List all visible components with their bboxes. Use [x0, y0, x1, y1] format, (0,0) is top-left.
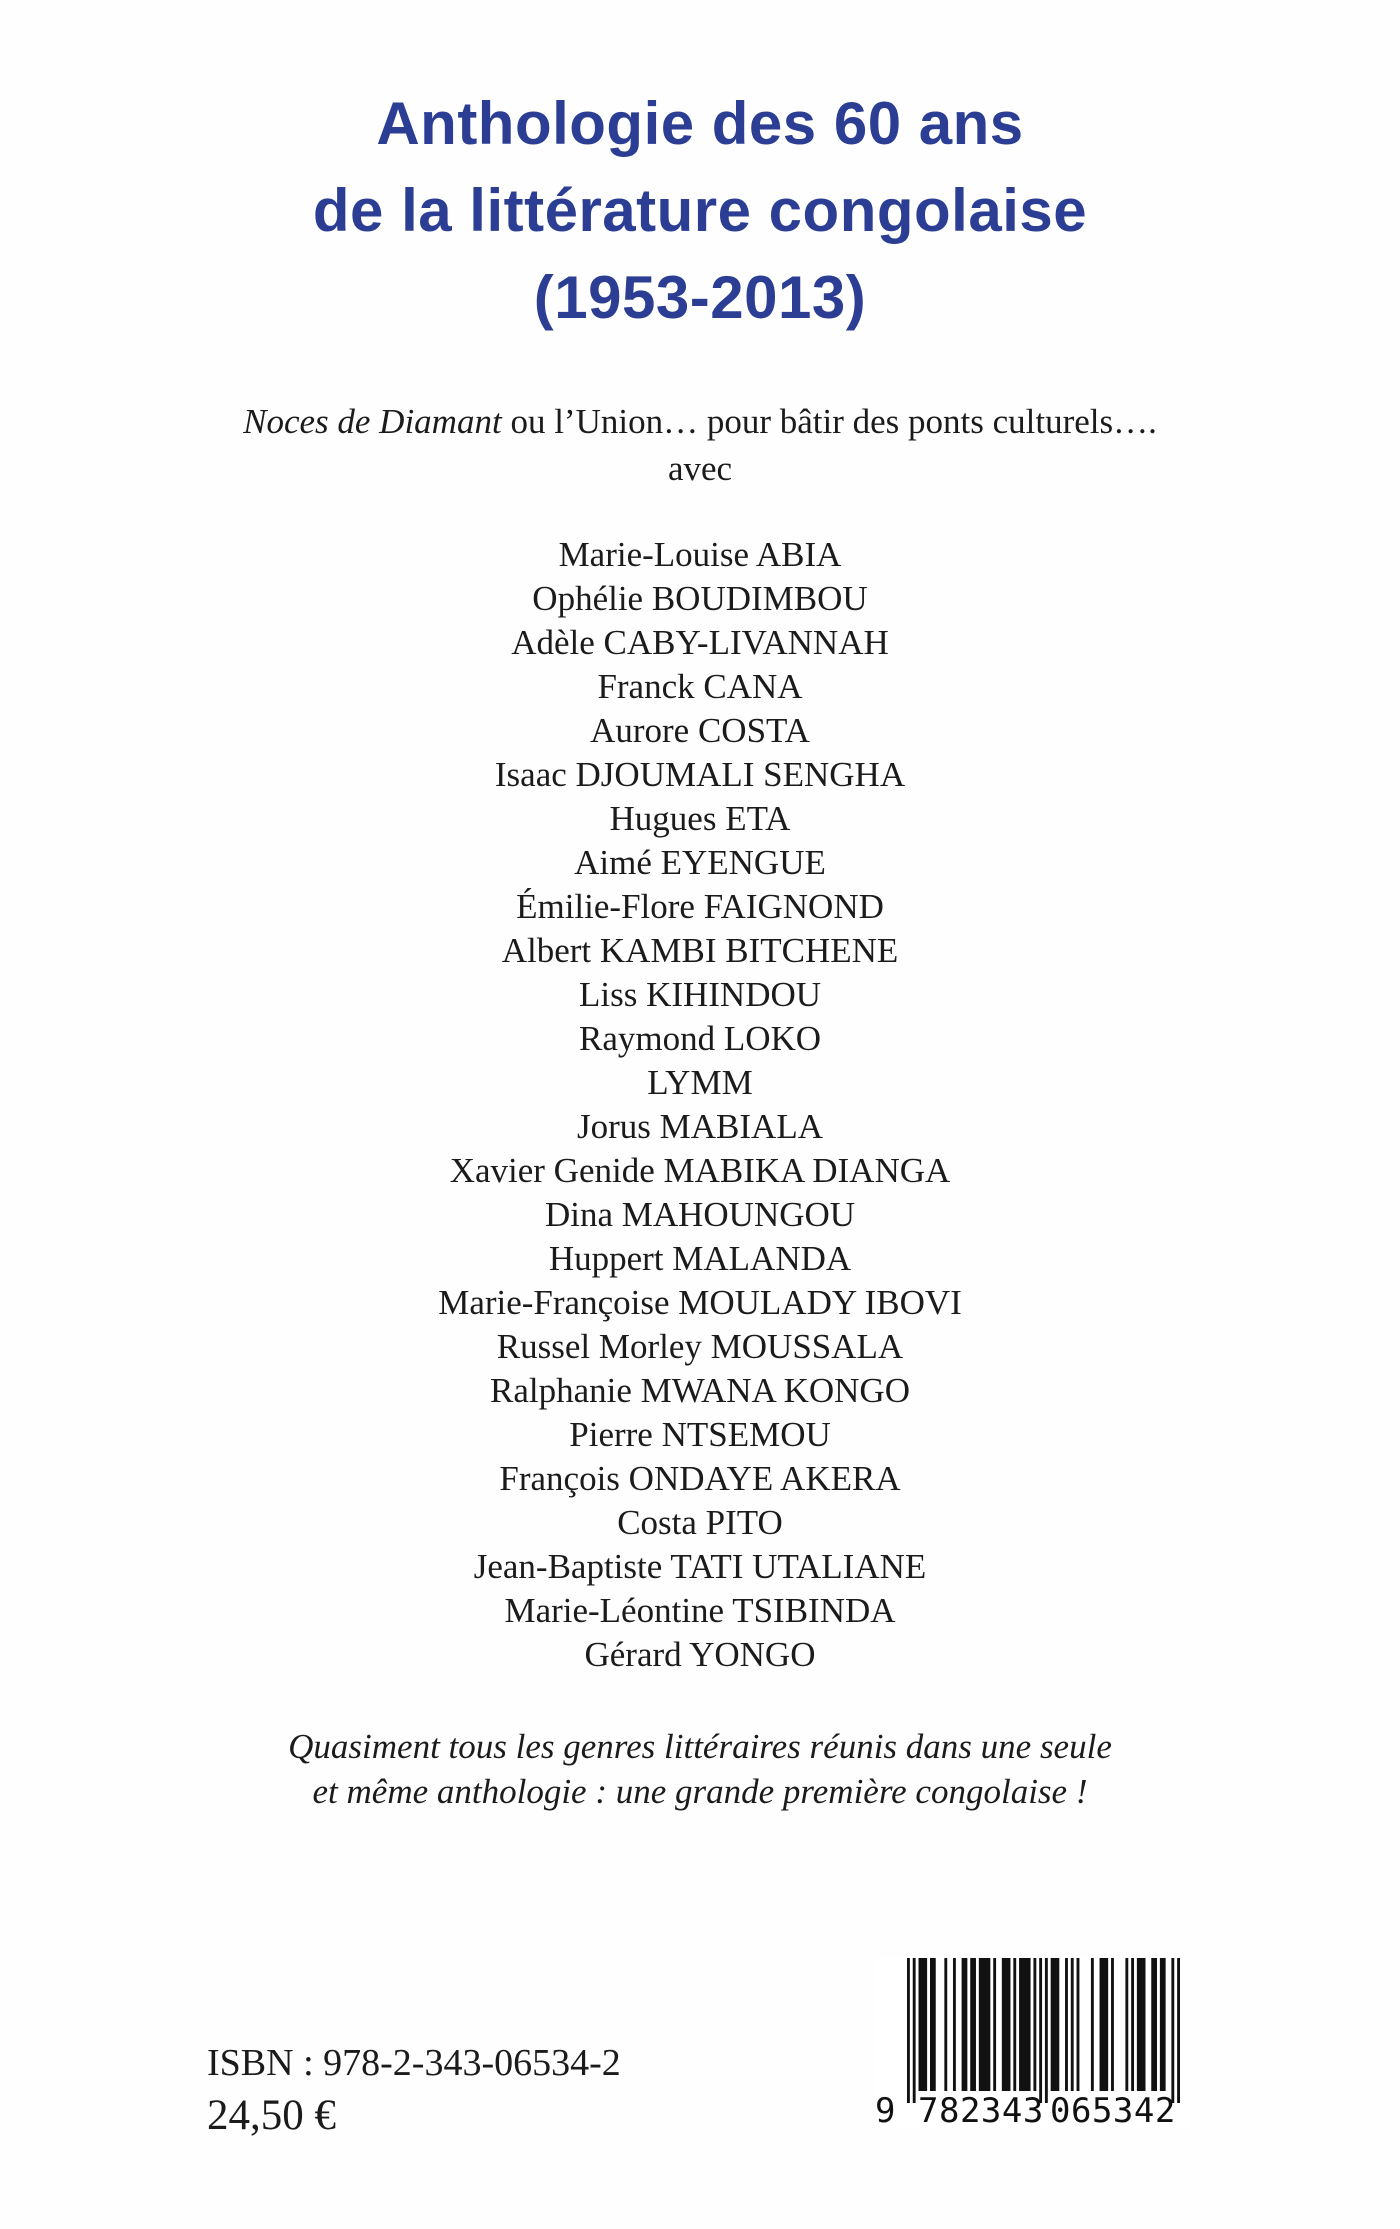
author-name: Marie-Léontine TSIBINDA: [504, 1591, 896, 1630]
barcode-digit-leading: 9: [875, 2091, 896, 2131]
author-name: Ophélie BOUDIMBOU: [532, 579, 868, 618]
author-name: Xavier Genide MABIKA DIANGA: [449, 1151, 951, 1190]
author-name: Gérard YONGO: [584, 1635, 816, 1674]
author-name: Pierre NTSEMOU: [569, 1415, 831, 1454]
barcode: [875, 1958, 1190, 2131]
subtitle-line: [0, 398, 1400, 445]
author-name: Albert KAMBI BITCHENE: [501, 931, 899, 970]
author-name: Marie-Louise ABIA: [558, 535, 842, 574]
tagline: [0, 1724, 1400, 1814]
author-name: Marie-Françoise MOULADY IBOVI: [438, 1283, 962, 1322]
author-name: LYMM: [647, 1063, 753, 1102]
book-title-line-3: (1953-2013): [533, 264, 867, 331]
subtitle-with-label: avec: [667, 449, 733, 488]
book-title-line-1: Anthologie des 60 ans: [376, 90, 1024, 157]
book-title-line-2: de la littérature congolaise: [312, 177, 1088, 244]
subtitle-regular-part: ou l’Union… pour bâtir des ponts culturels….: [501, 402, 1157, 441]
author-name: Ralphanie MWANA KONGO: [490, 1371, 910, 1410]
author-name: Isaac DJOUMALI SENGHA: [494, 755, 906, 794]
book-title: [0, 80, 1400, 341]
author-name: François ONDAYE AKERA: [499, 1459, 901, 1498]
author-name: Adèle CABY-LIVANNAH: [511, 623, 889, 662]
author-name: Aurore COSTA: [590, 711, 810, 750]
author-name: Jorus MABIALA: [577, 1107, 823, 1146]
author-name: Dina MAHOUNGOU: [544, 1195, 856, 1234]
barcode-bars: [907, 1958, 1180, 2104]
tagline-line-1: Quasiment tous les genres littéraires réunis dans une seule: [288, 1727, 1112, 1766]
author-name: Aimé EYENGUE: [574, 843, 826, 882]
barcode-digits-left: 782343: [918, 2091, 1044, 2131]
author-name: Raymond LOKO: [578, 1019, 822, 1058]
author-name: Franck CANA: [597, 667, 803, 706]
tagline-line-2: et même anthologie : une grande première congolaise !: [312, 1772, 1088, 1811]
authors-list: [0, 533, 1400, 1677]
author-name: Costa PITO: [617, 1503, 783, 1542]
author-name: Émilie-Flore FAIGNOND: [516, 887, 884, 926]
subtitle-italic-part: Noces de Diamant: [243, 402, 502, 441]
author-name: Huppert MALANDA: [548, 1239, 852, 1278]
isbn-text: ISBN : 978-2-343-06534-2: [207, 2042, 621, 2084]
author-name: Russel Morley MOUSSALA: [496, 1327, 904, 1366]
author-name: Jean-Baptiste TATI UTALIANE: [473, 1547, 927, 1586]
author-name: Hugues ETA: [609, 799, 791, 838]
price-text: 24,50 €: [207, 2092, 336, 2139]
author-name: Liss KIHINDOU: [578, 975, 822, 1014]
subtitle: [0, 398, 1400, 492]
barcode-digits-right: 065342: [1050, 2091, 1176, 2131]
